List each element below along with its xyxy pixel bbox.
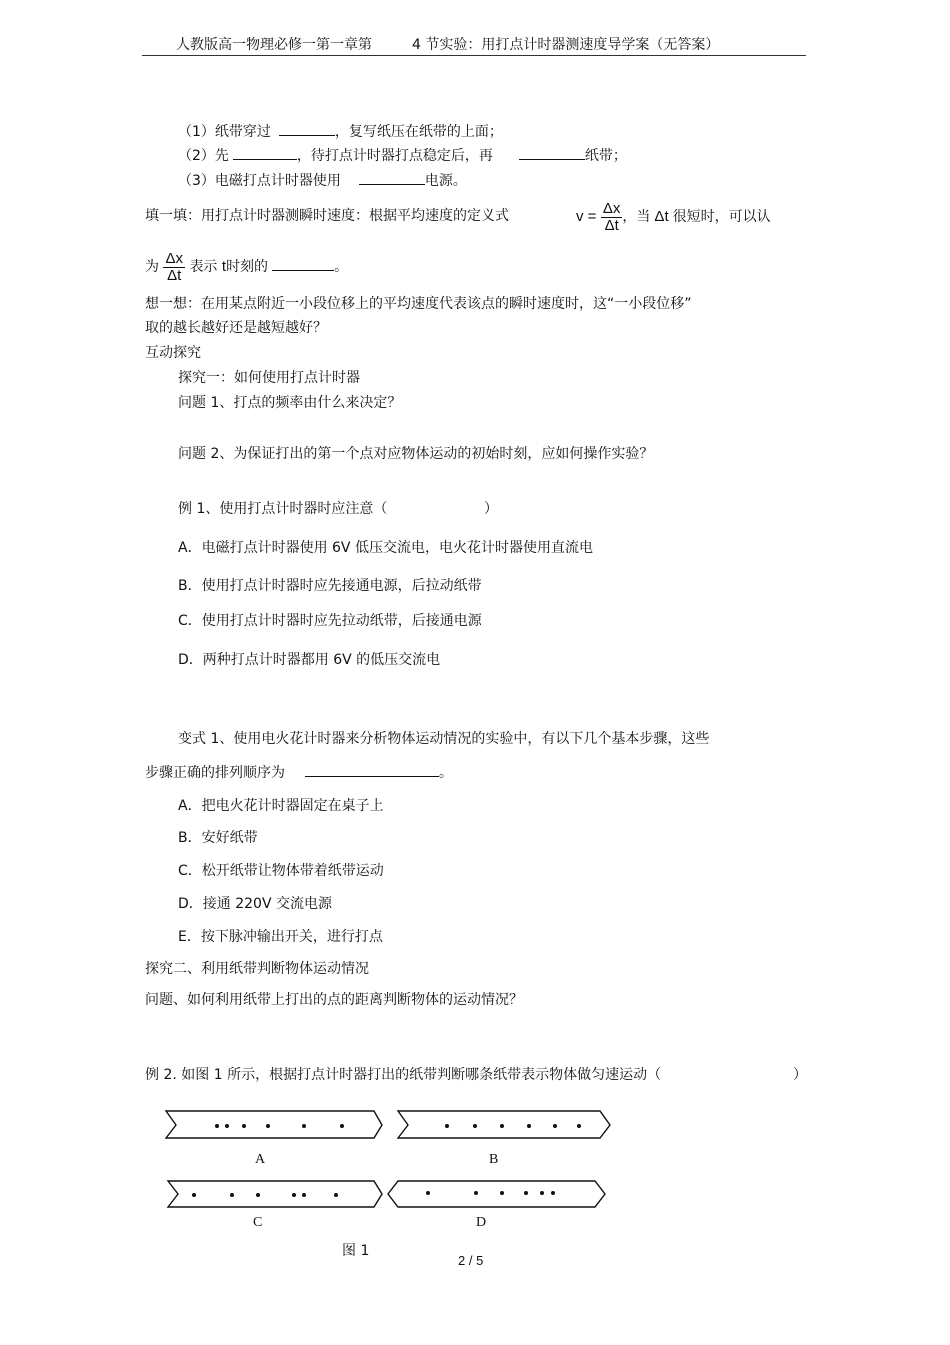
tape-dot	[256, 1193, 260, 1197]
answer-blank	[272, 256, 334, 271]
tape-dot	[577, 1124, 581, 1128]
fraction-dx-dt	[601, 201, 623, 234]
answer-blank	[519, 145, 585, 160]
formula-v: v =	[576, 208, 597, 225]
tape-dot	[302, 1193, 306, 1197]
explore1-question-2: 问题 2、为保证打出的第一个点对应物体运动的初始时刻，应如何操作实验？	[178, 446, 654, 462]
tape-a-outline	[166, 1111, 382, 1138]
page-number: 2 / 5	[458, 1253, 484, 1268]
fill-line2-c: 时刻的	[226, 259, 269, 275]
tape-dot	[215, 1124, 219, 1128]
variant1-option-b: B．安好纸带	[178, 830, 258, 846]
header-rule	[142, 55, 806, 56]
answer-blank	[233, 145, 297, 160]
velocity-formula	[576, 198, 771, 236]
step-2-text-a: （2）先	[178, 148, 229, 164]
figure-label-a: A	[255, 1152, 266, 1167]
tape-dot	[500, 1191, 504, 1195]
tape-dot	[445, 1124, 449, 1128]
tape-dot	[292, 1193, 296, 1197]
figure-caption: 图 1	[342, 1243, 370, 1259]
figure-label-d: D	[476, 1215, 487, 1230]
tape-dot	[524, 1191, 528, 1195]
fill-end: 很短时，可以认	[672, 209, 771, 225]
answer-blank	[279, 121, 335, 136]
explore1-title: 探究一：如何使用打点计时器	[178, 370, 360, 386]
tape-dot	[473, 1124, 477, 1128]
tape-dot	[225, 1124, 229, 1128]
step-3-text-b: 电源。	[424, 173, 467, 189]
example1-stem: 例 1、使用打点计时器时应注意（	[178, 501, 388, 517]
tape-c-outline	[168, 1181, 382, 1207]
tape-dot	[527, 1124, 531, 1128]
tape-dot	[551, 1191, 555, 1195]
tape-d-outline	[388, 1181, 605, 1207]
fill-intro: 填一填：用打点计时器测瞬时速度：根据平均速度的定义式	[145, 208, 509, 224]
example1-option-b: B．使用打点计时器时应先接通电源，后拉动纸带	[178, 578, 482, 594]
step-2	[178, 145, 627, 165]
tape-dot	[266, 1124, 270, 1128]
think-line-2: 取的越长越好还是越短越好？	[145, 320, 327, 336]
example1-option-a: A．电磁打点计时器使用 6V 低压交流电，电火花计时器使用直流电	[178, 540, 593, 556]
step-1-text-b: ，复写纸压在纸带的上面；	[334, 124, 503, 140]
tape-dot	[334, 1193, 338, 1197]
step-1-text-a: （1）纸带穿过	[178, 124, 271, 140]
variant1-option-d: D．接通 220V 交流电源	[178, 896, 332, 912]
tape-dot	[302, 1124, 306, 1128]
step-2-text-b: ，待打点计时器打点稳定后，再	[296, 148, 493, 164]
step-3	[178, 170, 467, 190]
variant1-option-c: C．松开纸带让物体带着纸带运动	[178, 863, 384, 879]
formula-t: t	[221, 258, 227, 275]
explore2-question: 问题、如何利用纸带上打出的点的距离判断物体的运动情况？	[145, 992, 523, 1008]
tape-dot	[426, 1191, 430, 1195]
fraction-numerator: Δx	[165, 249, 183, 267]
variant1-option-e: E．按下脉冲输出开关，进行打点	[178, 929, 383, 945]
fraction-denominator: Δt	[167, 266, 182, 284]
tape-dot	[474, 1191, 478, 1195]
variant1-line-1: 变式 1、使用电火花计时器来分析物体运动情况的实验中，有以下几个基本步骤，这些	[178, 731, 710, 747]
example1-option-d: D．两种打点计时器都用 6V 的低压交流电	[178, 652, 441, 668]
explore2-title: 探究二、利用纸带判断物体运动情况	[145, 961, 369, 977]
example1-option-c: C．使用打点计时器时应先拉动纸带，后接通电源	[178, 613, 482, 629]
example1-close: ）	[484, 501, 498, 517]
fraction-numerator: Δx	[602, 199, 621, 217]
think-line-1: 想一想：在用某点附近一小段位移上的平均速度代表该点的瞬时速度时，这“一小段位移”	[145, 296, 692, 312]
tape-dot	[540, 1191, 544, 1195]
variant1-option-a: A．把电火花计时器固定在桌子上	[178, 798, 384, 814]
fill-line2-a: 为	[145, 259, 159, 275]
header-title-left: 人教版高一物理必修一第一章第	[176, 37, 372, 53]
fill-line2-d: 。	[334, 259, 349, 275]
fill-line-2	[145, 248, 348, 286]
answer-blank	[359, 170, 425, 185]
explore1-question-1: 问题 1、打点的频率由什么来决定？	[178, 395, 402, 411]
figure-paper-tapes	[160, 1102, 620, 1234]
fill-line2-b: 表示	[189, 259, 218, 275]
example2-close: ）	[793, 1067, 807, 1083]
answer-blank	[305, 762, 439, 777]
formula-dt: Δt	[654, 208, 669, 225]
figure-label-c: C	[253, 1215, 263, 1230]
header-title-right: 4 节实验：用打点计时器测速度导学案（无答案）	[412, 37, 720, 53]
section-title: 互动探究	[145, 345, 201, 361]
fraction-dx-dt-2	[163, 251, 185, 284]
variant1-line-2-end: 。	[439, 765, 453, 781]
fill-mid: ，当	[622, 209, 651, 225]
tape-dot	[500, 1124, 504, 1128]
example2-stem: 例 2. 如图 1 所示，根据打点计时器打出的纸带判断哪条纸带表示物体做匀速运动（	[145, 1067, 662, 1083]
tape-dot	[340, 1124, 344, 1128]
fraction-denominator: Δt	[604, 216, 619, 234]
tape-dot	[242, 1124, 246, 1128]
tape-dot	[192, 1193, 196, 1197]
variant1-line-2	[145, 762, 453, 782]
step-1	[178, 121, 503, 141]
step-2-text-c: 纸带；	[584, 148, 627, 164]
tape-dot	[553, 1124, 557, 1128]
tape-dot	[230, 1193, 234, 1197]
figure-label-b: B	[489, 1152, 499, 1167]
variant1-line-2-text: 步骤正确的排列顺序为	[145, 765, 285, 781]
step-3-text-a: （3）电磁打点计时器使用	[178, 173, 341, 189]
